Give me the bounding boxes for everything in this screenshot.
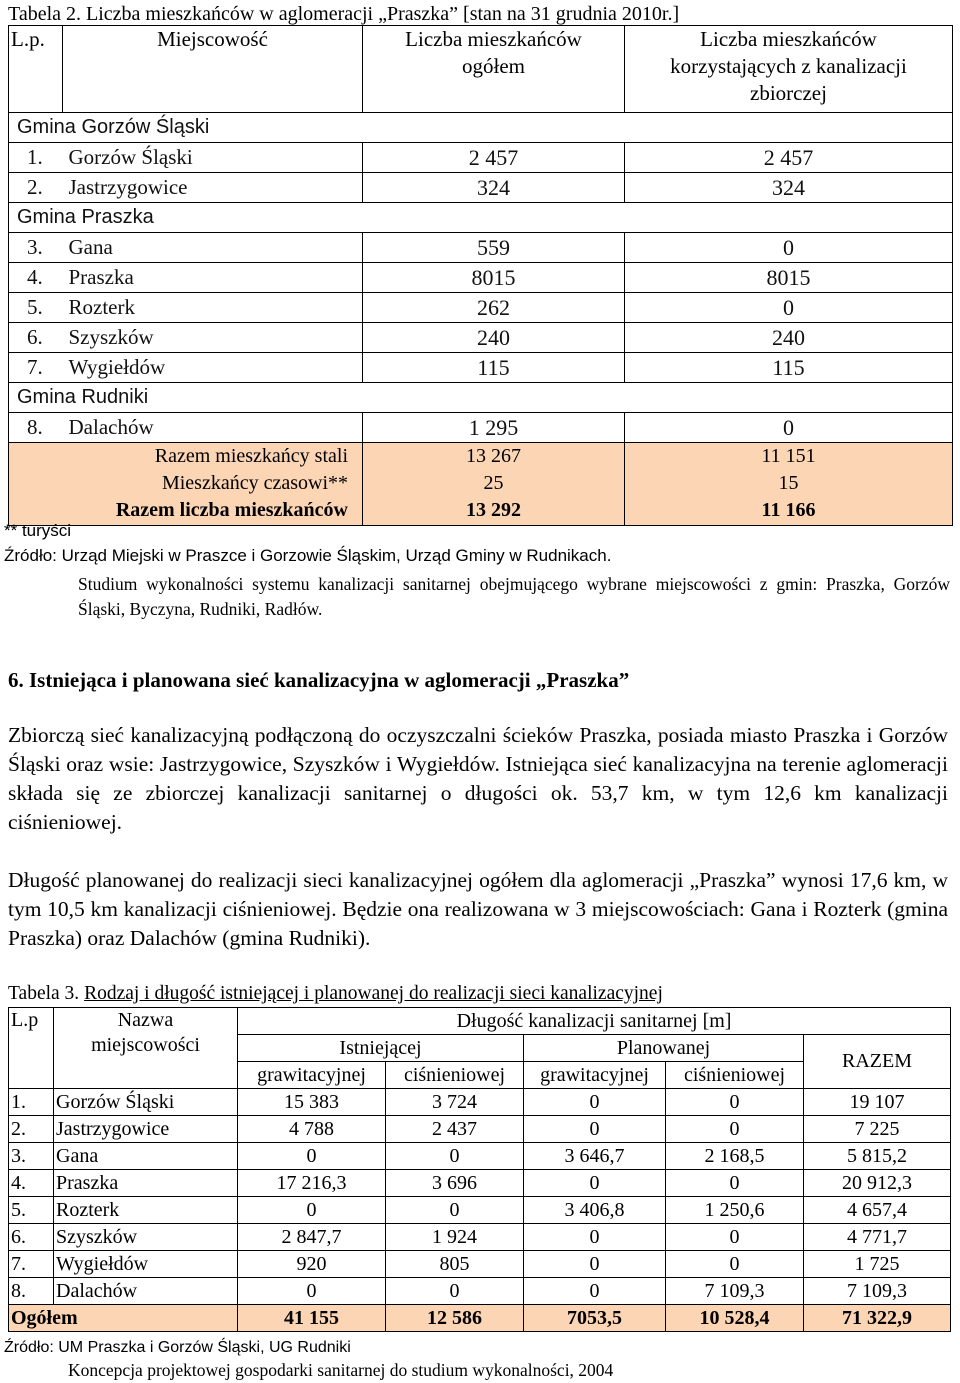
summary-sewer (625, 443, 953, 526)
summary-temporary-total: 25 (483, 472, 504, 494)
row-sewer: 115 (625, 353, 953, 383)
t3-total-pg: 7053,5 (524, 1305, 666, 1332)
row-number: 3. (9, 233, 63, 263)
row-existing-pressure: 0 (386, 1143, 524, 1170)
row-number: 4. (9, 1170, 54, 1197)
table-row (9, 323, 953, 353)
row-existing-pressure: 2 437 (386, 1116, 524, 1143)
t3-total-eg: 41 155 (238, 1305, 386, 1332)
row-place: Gorzów Śląski (63, 143, 363, 173)
row-total: 8015 (363, 263, 625, 293)
row-planned-gravity: 3 406,8 (524, 1197, 666, 1224)
group-row (9, 383, 953, 413)
row-planned-pressure: 0 (666, 1251, 804, 1278)
row-existing-gravity: 0 (238, 1197, 386, 1224)
row-existing-pressure: 805 (386, 1251, 524, 1278)
header-total-line2: ogółem (462, 54, 525, 78)
row-place: Wygiełdów (63, 353, 363, 383)
table3-caption-prefix: Tabela 3. (8, 983, 80, 1004)
t3-header-existing: Istniejącej (238, 1035, 524, 1062)
row-existing-gravity: 4 788 (238, 1116, 386, 1143)
row-name: Rozterk (54, 1197, 238, 1224)
group-name: Gmina Praszka (9, 203, 953, 233)
row-existing-gravity: 0 (238, 1278, 386, 1305)
section-number: 6. (8, 668, 24, 692)
header-sewer (625, 26, 953, 113)
row-planned-pressure: 0 (666, 1089, 804, 1116)
t3-total-label: Ogółem (9, 1305, 238, 1332)
table2-header-row (9, 26, 953, 113)
table-row (9, 1251, 951, 1278)
row-total: 115 (363, 353, 625, 383)
row-sewer: 8015 (625, 263, 953, 293)
row-number: 5. (9, 1197, 54, 1224)
t3-header-length: Długość kanalizacji sanitarnej [m] (238, 1008, 951, 1035)
row-name: Praszka (54, 1170, 238, 1197)
row-planned-pressure: 2 168,5 (666, 1143, 804, 1170)
row-name: Gorzów Śląski (54, 1089, 238, 1116)
header-total (363, 26, 625, 113)
summary-total-label: Razem liczba mieszkańców (115, 499, 348, 521)
header-sewer-line2: korzystających z kanalizacji (670, 54, 907, 78)
row-place: Praszka (63, 263, 363, 293)
table-row (9, 293, 953, 323)
table-row (9, 353, 953, 383)
table-row (9, 1197, 951, 1224)
row-name: Wygiełdów (54, 1251, 238, 1278)
row-total: 1 725 (804, 1251, 951, 1278)
header-total-line1: Liczba mieszkańców (405, 27, 582, 51)
row-existing-gravity: 15 383 (238, 1089, 386, 1116)
row-sewer: 0 (625, 413, 953, 443)
table-row (9, 143, 953, 173)
summary-labels (9, 443, 363, 526)
row-existing-pressure: 0 (386, 1197, 524, 1224)
table2-source: Źródło: Urząd Miejski w Praszce i Gorzowie Śląskim, Urząd Gminy w Rudnikach. (4, 546, 612, 565)
row-total: 20 912,3 (804, 1170, 951, 1197)
row-existing-pressure: 3 696 (386, 1170, 524, 1197)
table-row (9, 1089, 951, 1116)
table-row (9, 1143, 951, 1170)
row-sewer: 0 (625, 233, 953, 263)
row-name: Dalachów (54, 1278, 238, 1305)
group-name: Gmina Rudniki (9, 383, 953, 413)
table-row (9, 173, 953, 203)
table2-summary-row (9, 443, 953, 526)
summary-grand-sewer: 11 166 (761, 499, 816, 521)
summary-permanent-label: Razem mieszkańcy stali (154, 445, 348, 467)
table3-caption (8, 983, 663, 1005)
row-existing-gravity: 0 (238, 1143, 386, 1170)
row-number: 5. (9, 293, 63, 323)
table3-header-row1 (9, 1008, 951, 1035)
row-total: 19 107 (804, 1089, 951, 1116)
header-sewer-line3: zbiorczej (750, 81, 827, 105)
row-existing-pressure: 0 (386, 1278, 524, 1305)
t3-total-total: 71 322,9 (804, 1305, 951, 1332)
table2 (8, 25, 953, 526)
row-number: 1. (9, 143, 63, 173)
table-row (9, 413, 953, 443)
row-place: Jastrzygowice (63, 173, 363, 203)
row-number: 6. (9, 323, 63, 353)
row-total: 4 657,4 (804, 1197, 951, 1224)
row-planned-gravity: 0 (524, 1278, 666, 1305)
row-sewer: 324 (625, 173, 953, 203)
row-total: 324 (363, 173, 625, 203)
row-name: Gana (54, 1143, 238, 1170)
table2-body (9, 113, 953, 443)
header-sewer-line1: Liczba mieszkańców (700, 27, 877, 51)
table3-source-doc: Koncepcja projektowej gospodarki sanitarnej do studium wykonalności, 2004 (68, 1360, 614, 1380)
row-number: 7. (9, 1251, 54, 1278)
paragraph-existing-network: Zbiorczą sieć kanalizacyjną podłączoną do oczyszczalni ścieków Praszka, posiada miasto Praszka i Gorzów Śląski oraz wsie: Jastrzygowice, Szyszków i Wygiełdów. Istniejąca sieć kanalizacyjna na terenie aglomeracji składa się ze zbiorczej kanalizacji sanitarnej o długości ok. 53,7 km, w tym 12,6 km kanalizacji ciśnieniowej. (8, 723, 948, 834)
summary-totals (363, 443, 625, 526)
row-place: Dalachów (63, 413, 363, 443)
row-number: 7. (9, 353, 63, 383)
row-planned-gravity: 0 (524, 1224, 666, 1251)
row-place: Szyszków (63, 323, 363, 353)
t3-header-name-line1: Nazwa (117, 1009, 174, 1031)
t3-header-lp: L.p (9, 1008, 54, 1089)
table2-footnote: ** turyści (4, 521, 72, 540)
row-existing-pressure: 1 924 (386, 1224, 524, 1251)
row-sewer: 2 457 (625, 143, 953, 173)
summary-temporary-label: Mieszkańcy czasowi** (161, 472, 348, 494)
row-number: 2. (9, 173, 63, 203)
row-total: 4 771,7 (804, 1224, 951, 1251)
row-total: 559 (363, 233, 625, 263)
row-planned-gravity: 0 (524, 1251, 666, 1278)
row-planned-gravity: 0 (524, 1170, 666, 1197)
row-existing-pressure: 3 724 (386, 1089, 524, 1116)
summary-permanent-sewer: 11 151 (761, 445, 816, 467)
row-total: 262 (363, 293, 625, 323)
row-total: 2 457 (363, 143, 625, 173)
t3-header-name-line2: miejscowości (91, 1034, 200, 1056)
row-existing-gravity: 920 (238, 1251, 386, 1278)
summary-permanent-total: 13 267 (466, 445, 521, 467)
row-total: 7 225 (804, 1116, 951, 1143)
section-title-bold: Istniejąca i planowana sieć kanalizacyjna w (29, 668, 420, 692)
row-total: 7 109,3 (804, 1278, 951, 1305)
table2-caption: Tabela 2. Liczba mieszkańców w aglomeracji „Praszka” [stan na 31 grudnia 2010r.] (8, 3, 680, 25)
row-number: 2. (9, 1116, 54, 1143)
row-planned-gravity: 3 646,7 (524, 1143, 666, 1170)
table3-caption-text: Rodzaj i długość istniejącej i planowanej do realizacji sieci kanalizacyjnej (84, 983, 663, 1004)
row-total: 240 (363, 323, 625, 353)
summary-grand-total: 13 292 (466, 499, 521, 521)
table-row (9, 1116, 951, 1143)
t3-header-name (54, 1008, 238, 1089)
table3-source: Źródło: UM Praszka i Gorzów Śląski, UG Rudniki (4, 1339, 351, 1356)
row-name: Jastrzygowice (54, 1116, 238, 1143)
paragraph-planned-network: Długość planowanej do realizacji sieci kanalizacyjnej ogółem dla aglomeracji „Praszka” wynosi 17,6 km, w tym 10,5 km kanalizacji ciśnieniowej. Będzie ona realizowana w 3 miejscowościach: Gana i Rozterk (gmina Praszka) oraz Dalachów (gmina Rudniki). (8, 868, 948, 950)
row-number: 4. (9, 263, 63, 293)
row-place: Rozterk (63, 293, 363, 323)
table-row (9, 1170, 951, 1197)
t3-total-pp: 10 528,4 (666, 1305, 804, 1332)
table3-body (9, 1089, 951, 1305)
group-row (9, 203, 953, 233)
row-place: Gana (63, 233, 363, 263)
row-number: 8. (9, 413, 63, 443)
row-number: 8. (9, 1278, 54, 1305)
table-row (9, 263, 953, 293)
t3-header-pressure-existing: ciśnieniowej (386, 1062, 524, 1089)
row-number: 6. (9, 1224, 54, 1251)
row-number: 3. (9, 1143, 54, 1170)
t3-header-gravity-existing: grawitacyjnej (238, 1062, 386, 1089)
t3-total-ep: 12 586 (386, 1305, 524, 1332)
table3 (8, 1007, 951, 1332)
row-planned-pressure: 0 (666, 1170, 804, 1197)
group-row (9, 113, 953, 143)
row-sewer: 240 (625, 323, 953, 353)
t3-header-total: RAZEM (804, 1035, 951, 1089)
row-planned-pressure: 0 (666, 1116, 804, 1143)
table-row (9, 1278, 951, 1305)
header-place: Miejscowość (63, 26, 363, 113)
row-planned-pressure: 0 (666, 1224, 804, 1251)
row-planned-gravity: 0 (524, 1116, 666, 1143)
row-name: Szyszków (54, 1224, 238, 1251)
section-title-rest: aglomeracji „Praszka” (424, 668, 630, 692)
table-row (9, 1224, 951, 1251)
group-name: Gmina Gorzów Śląski (9, 113, 953, 143)
row-sewer: 0 (625, 293, 953, 323)
row-planned-gravity: 0 (524, 1089, 666, 1116)
table3-total-row (9, 1305, 951, 1332)
row-existing-gravity: 17 216,3 (238, 1170, 386, 1197)
t3-header-pressure-planned: ciśnieniowej (666, 1062, 804, 1089)
row-number: 1. (9, 1089, 54, 1116)
row-planned-pressure: 1 250,6 (666, 1197, 804, 1224)
table-row (9, 233, 953, 263)
summary-temporary-sewer: 15 (778, 472, 799, 494)
header-lp: L.p. (9, 26, 63, 113)
t3-header-gravity-planned: grawitacyjnej (524, 1062, 666, 1089)
row-total: 1 295 (363, 413, 625, 443)
row-planned-pressure: 7 109,3 (666, 1278, 804, 1305)
section-heading (8, 668, 629, 693)
row-existing-gravity: 2 847,7 (238, 1224, 386, 1251)
row-total: 5 815,2 (804, 1143, 951, 1170)
table2-source-study: Studium wykonalności systemu kanalizacji sanitarnej obejmującego wybrane miejscowości z gmin: Praszka, Gorzów Śląski, Byczyna, Rudniki, Radłów. (78, 574, 950, 619)
t3-header-planned: Planowanej (524, 1035, 804, 1062)
